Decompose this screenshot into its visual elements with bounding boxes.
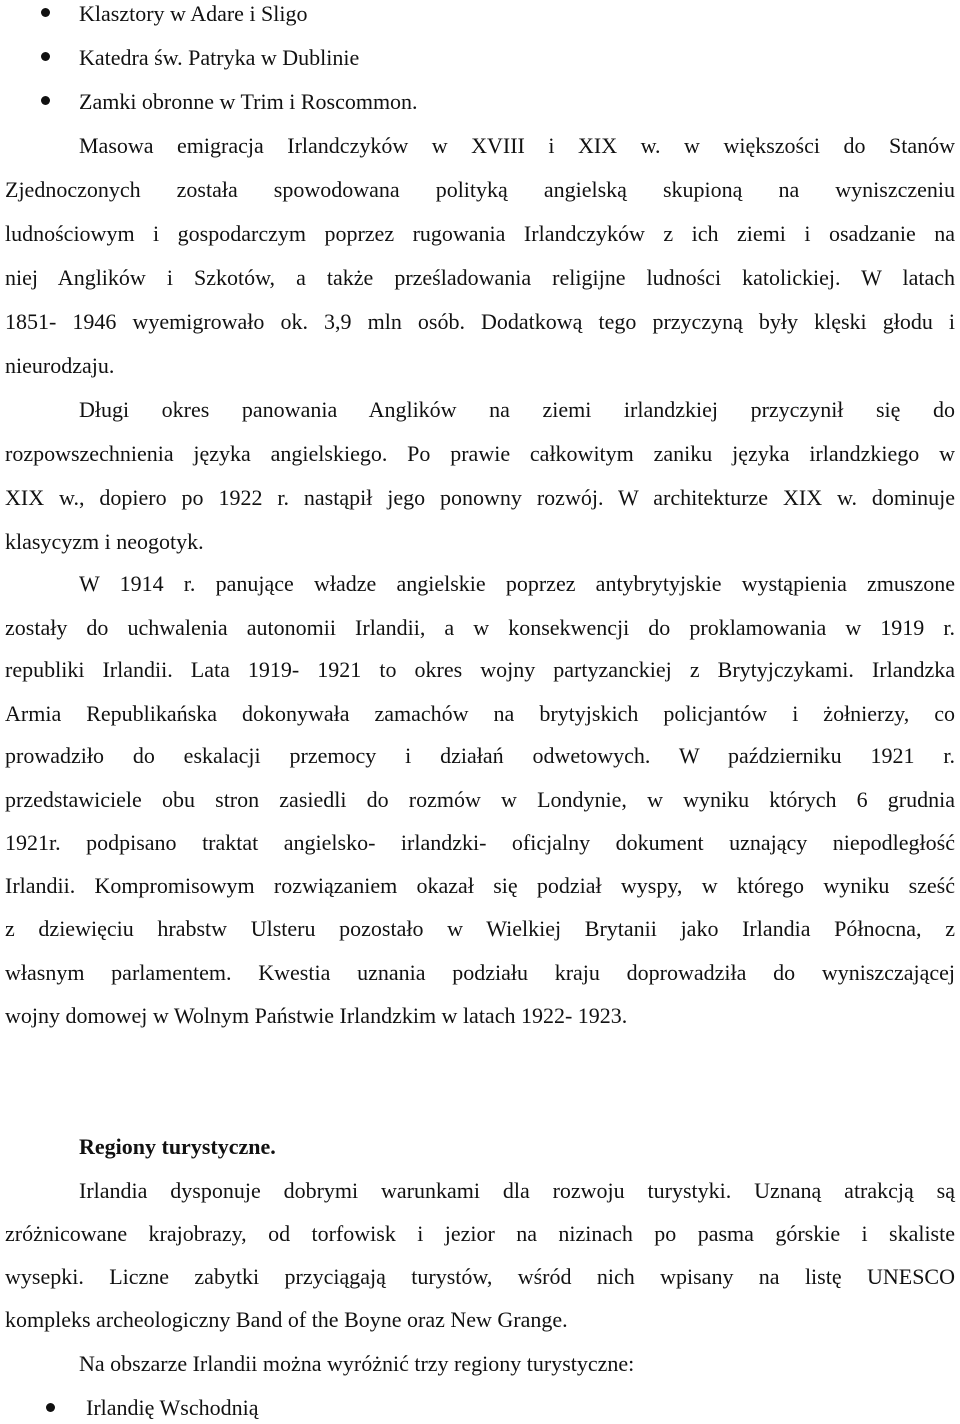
list-item: Zamki obronne w Trim i Roscommon.: [79, 89, 418, 114]
bullet-icon: [46, 1403, 55, 1412]
section-heading: Regiony turystyczne.: [79, 1134, 276, 1159]
text-line: 1921r. podpisano traktat angielsko- irlandzki- oficjalny dokument uznający niepodległość: [5, 830, 955, 855]
text-line: z dziewięciu hrabstw Ulsteru pozostało w Wielkiej Brytanii jako Irlandia Północna, z: [5, 916, 955, 941]
text-line: Masowa emigracja Irlandczyków w XVIII i XIX w. w większości do Stanów: [79, 133, 955, 158]
text-line: W 1914 r. panujące władze angielskie poprzez antybrytyjskie wystąpienia zmuszone: [79, 571, 955, 596]
text-line: Irlandii. Kompromisowym rozwiązaniem okazał się podział wyspy, w którego wyniku sześć: [5, 873, 955, 898]
list-item: Katedra św. Patryka w Dublinie: [79, 45, 360, 70]
text-line: zróżnicowane krajobrazy, od torfowisk i jezior na nizinach po pasma górskie i skaliste: [5, 1221, 955, 1246]
text-line: Długi okres panowania Anglików na ziemi irlandzkiej przyczynił się do: [79, 397, 955, 422]
text-line: Armia Republikańska dokonywała zamachów na brytyjskich policjantów i żołnierzy, co: [5, 701, 955, 726]
text-line: kompleks archeologiczny Band of the Boyne oraz New Grange.: [5, 1307, 568, 1332]
text-line: zostały do uchwalenia autonomii Irlandii, a w konsekwencji do proklamowania w 1919 r.: [5, 615, 955, 640]
text-line: przedstawiciele obu stron zasiedli do rozmów w Londynie, w wyniku których 6 grudnia: [5, 787, 955, 812]
text-line: prowadziło do eskalacji przemocy i działań odwetowych. W październiku 1921 r.: [5, 743, 955, 768]
text-line: wojny domowej w Wolnym Państwie Irlandzkim w latach 1922- 1923.: [5, 1003, 628, 1028]
text-line: republiki Irlandii. Lata 1919- 1921 to okres wojny partyzanckiej z Brytyjczykami. Irlandzka: [5, 657, 955, 682]
bullet-icon: [41, 52, 50, 61]
bullet-icon: [41, 96, 50, 105]
list-item: Irlandię Wschodnią: [86, 1395, 259, 1420]
bullet-icon: [41, 8, 50, 17]
text-line: Irlandia dysponuje dobrymi warunkami dla rozwoju turystyki. Uznaną atrakcją są: [79, 1178, 955, 1203]
text-line: XIX w., dopiero po 1922 r. nastąpił jego ponowny rozwój. W architekturze XIX w. dominuje: [5, 485, 955, 510]
text-line: Zjednoczonych została spowodowana polityką angielską skupioną na wyniszczeniu: [5, 177, 955, 202]
text-line: własnym parlamentem. Kwestia uznania podziału kraju doprowadziła do wyniszczającej: [5, 960, 955, 985]
list-item: Klasztory w Adare i Sligo: [79, 1, 308, 26]
text-line: 1851- 1946 wyemigrowało ok. 3,9 mln osób. Dodatkową tego przyczyną były klęski głodu i: [5, 309, 955, 334]
text-line: Na obszarze Irlandii można wyróżnić trzy regiony turystyczne:: [79, 1351, 635, 1376]
text-line: rozpowszechnienia języka angielskiego. Po prawie całkowitym zaniku języka irlandzkiego w: [5, 441, 955, 466]
text-line: wysepki. Liczne zabytki przyciągają turystów, wśród nich wpisany na listę UNESCO: [5, 1264, 955, 1289]
text-line: niej Anglików i Szkotów, a także prześladowania religijne ludności katolickiej. W latach: [5, 265, 955, 290]
text-line: ludnościowym i gospodarczym poprzez rugowania Irlandczyków z ich ziemi i osadzanie na: [5, 221, 955, 246]
text-line: nieurodzaju.: [5, 353, 115, 378]
text-line: klasycyzm i neogotyk.: [5, 529, 204, 554]
